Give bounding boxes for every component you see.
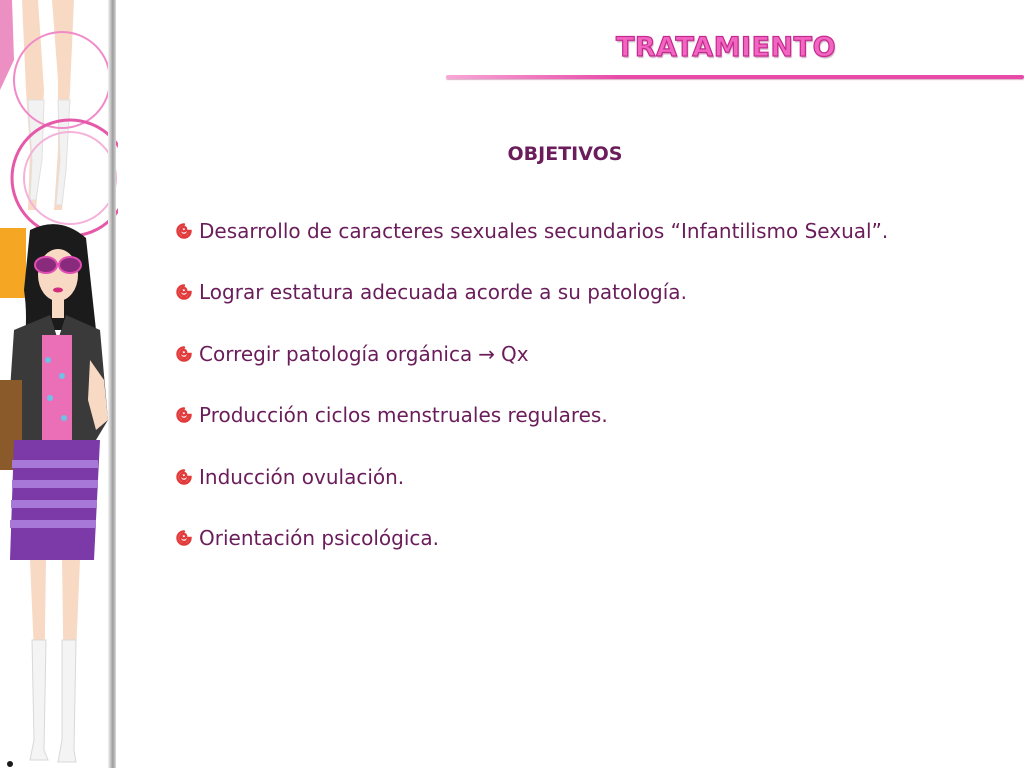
list-item: [176, 323, 1006, 385]
objective-text: Corregir patología orgánica: [199, 341, 473, 366]
list-item: [176, 508, 1006, 570]
objectives-list: [176, 200, 1006, 569]
objective-text-suffix: Qx: [501, 341, 529, 366]
objective-text: Producción ciclos menstruales regulares.: [199, 403, 608, 428]
slide-title: TRATAMIENTO: [615, 32, 837, 63]
objective-text: Desarrollo de caracteres sexuales secundarios “Infantilismo Sexual”.: [199, 218, 889, 243]
list-item: [176, 200, 1006, 262]
swirl-bullet-icon: [176, 469, 192, 485]
list-item: [176, 385, 1006, 447]
title-underline: [446, 75, 1024, 79]
objective-text: Lograr estatura adecuada acorde a su patología.: [199, 280, 687, 305]
objective-text: Inducción ovulación.: [199, 464, 405, 489]
swirl-bullet-icon: [176, 346, 192, 362]
side-divider: [108, 0, 116, 768]
swirl-bullet-icon: [176, 530, 192, 546]
list-item: [176, 446, 1006, 508]
arrow-right-icon: →: [478, 341, 495, 366]
objectives-heading: OBJETIVOS: [507, 143, 623, 165]
swirl-bullet-icon: [176, 284, 192, 300]
objective-text: Orientación psicológica.: [199, 526, 439, 551]
list-item: [176, 262, 1006, 324]
swirl-bullet-icon: [176, 223, 192, 239]
swirl-bullet-icon: [176, 407, 192, 423]
fashion-girl-illustration: [0, 0, 118, 768]
